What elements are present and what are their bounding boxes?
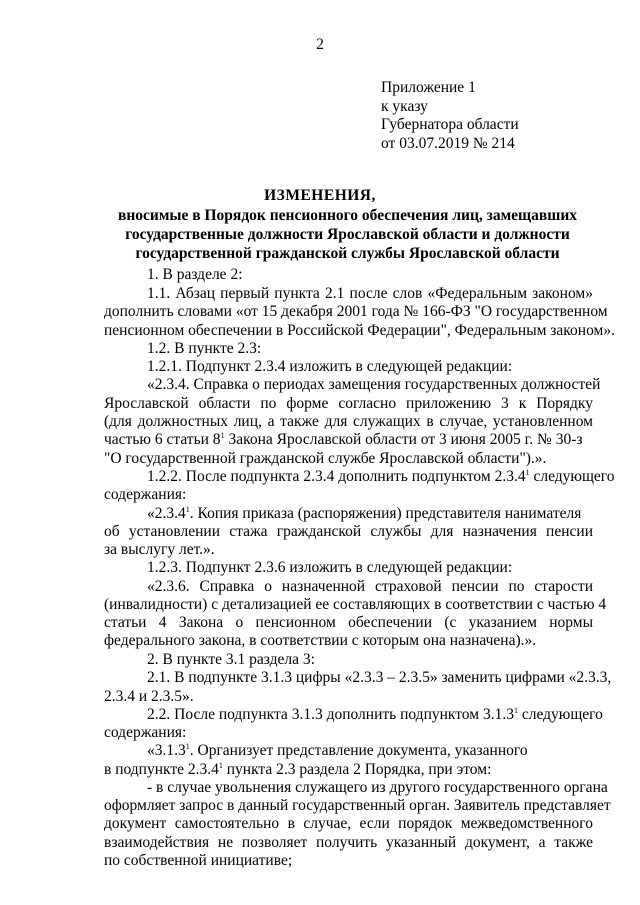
superscript: 1 [185, 505, 190, 514]
body-text: пункта 2.3 раздела 2 Порядка, при этом: [226, 761, 492, 778]
body-line: 1.2. В пункте 2.3: [147, 340, 262, 357]
body-text: следующего [521, 706, 603, 723]
body-line [147, 468, 615, 486]
body-line: Ярославской области по форме согласно приложению 3 к Порядку [104, 395, 593, 412]
body-line: «2.3.6. Справка о назначенной страховой пенсии по старости [147, 578, 593, 595]
appendix-line: к указу [381, 97, 428, 115]
appendix-line: Приложение 1 [381, 79, 476, 96]
appendix-line: Губернатора области [381, 116, 519, 133]
body-line: об установлении стажа гражданской службы для назначения пенсии [104, 523, 593, 540]
body-line: 1.2.3. Подпункт 2.3.6 изложить в следующей редакции: [147, 559, 513, 576]
body-line: 2. В пункте 3.1 раздела 3: [147, 651, 315, 668]
body-line: за выслугу лет.». [104, 541, 215, 558]
body-line: «2.3.4. Справка о периодах замещения государственных должностей [147, 376, 601, 393]
body-line: "О государственной гражданской службе Ярославской области").». [104, 450, 547, 467]
superscript: 1 [185, 742, 190, 751]
subtitle-line: государственной гражданской службы Ярославской области [135, 245, 560, 262]
body-line: 1.2.1. Подпункт 2.3.4 изложить в следующей редакции: [147, 358, 513, 375]
body-text: в подпункте 2.3.4 [104, 761, 219, 778]
body-text: частью 6 статьи 8 [104, 431, 221, 448]
superscript: 1 [220, 431, 225, 440]
body-text: «3.1.3 [147, 742, 186, 759]
body-text: следующего [533, 468, 615, 485]
body-line: (для должностных лиц, а также для служащих в случае, установленном [104, 413, 593, 430]
body-line: содержания: [104, 486, 187, 503]
body-line [147, 742, 593, 760]
body-line: 2.1. В подпункте 3.1.3 цифры «2.3.3 – 2.3.5» заменить цифрами «2.3.3, [147, 669, 612, 686]
body-line [147, 505, 593, 523]
body-text: «2.3.4 [147, 505, 186, 522]
body-line [147, 706, 603, 724]
subtitle-line: государственные должности Ярославской области и должности [125, 226, 570, 243]
body-line: (инвалидности) с детализацией ее составляющих в соответствии с частью 4 [104, 596, 607, 613]
subtitle-line: вносимые в Порядок пенсионного обеспечения лиц, замещавших [117, 207, 578, 224]
appendix-block [381, 79, 519, 153]
body-line [104, 431, 593, 449]
body-line [104, 761, 593, 779]
body-line: пенсионном обеспечении в Российской Федерации", Федеральным законом». [104, 322, 615, 339]
body-line: федерального закона, в соответствии с которым она назначена).». [104, 632, 537, 649]
document-title: ИЗМЕНЕНИЯ, [264, 187, 376, 204]
body-text: Закона Ярославской области от 3 июня 2005 г. № 30-з [228, 431, 583, 448]
body-line: - в случае увольнения служащего из другого государственного органа [147, 779, 608, 796]
body-line: оформляет запрос в данный государственный орган. Заявитель представляет [104, 797, 611, 814]
body-line: дополнить словами «от 15 декабря 2001 года № 166-ФЗ "О государственном [104, 303, 608, 320]
body-line: 1.1. Абзац первый пункта 2.1 после слов «Федеральным законом» [147, 285, 593, 302]
body-line: по собственной инициативе; [104, 852, 293, 869]
body-line: 1. В разделе 2: [147, 266, 243, 283]
body-line: взаимодействия не позволяет получить указанный документ, а также [104, 834, 593, 851]
body-text: 1.2.2. После подпункта 2.3.4 дополнить подпунктом 2.3.4 [147, 468, 526, 485]
body-line: статьи 4 Закона о пенсионном обеспечении (с указанием нормы [104, 614, 593, 631]
appendix-line: от 03.07.2019 № 214 [381, 134, 515, 152]
body-text: . Копия приказа (распоряжения) представителя нанимателя [189, 505, 582, 522]
body-text: 2.2. После подпункта 3.1.3 дополнить подпунктом 3.1.3 [147, 706, 514, 723]
superscript: 1 [513, 706, 518, 715]
body-line: содержания: [104, 724, 187, 741]
page-number: 2 [316, 36, 324, 53]
superscript: 1 [218, 761, 223, 770]
body-text: . Организует представление документа, указанного [189, 742, 528, 759]
body-line: документ самостоятельно в случае, если порядок межведомственного [104, 815, 593, 832]
superscript: 1 [525, 468, 530, 477]
body-line: 2.3.4 и 2.3.5». [104, 688, 194, 705]
